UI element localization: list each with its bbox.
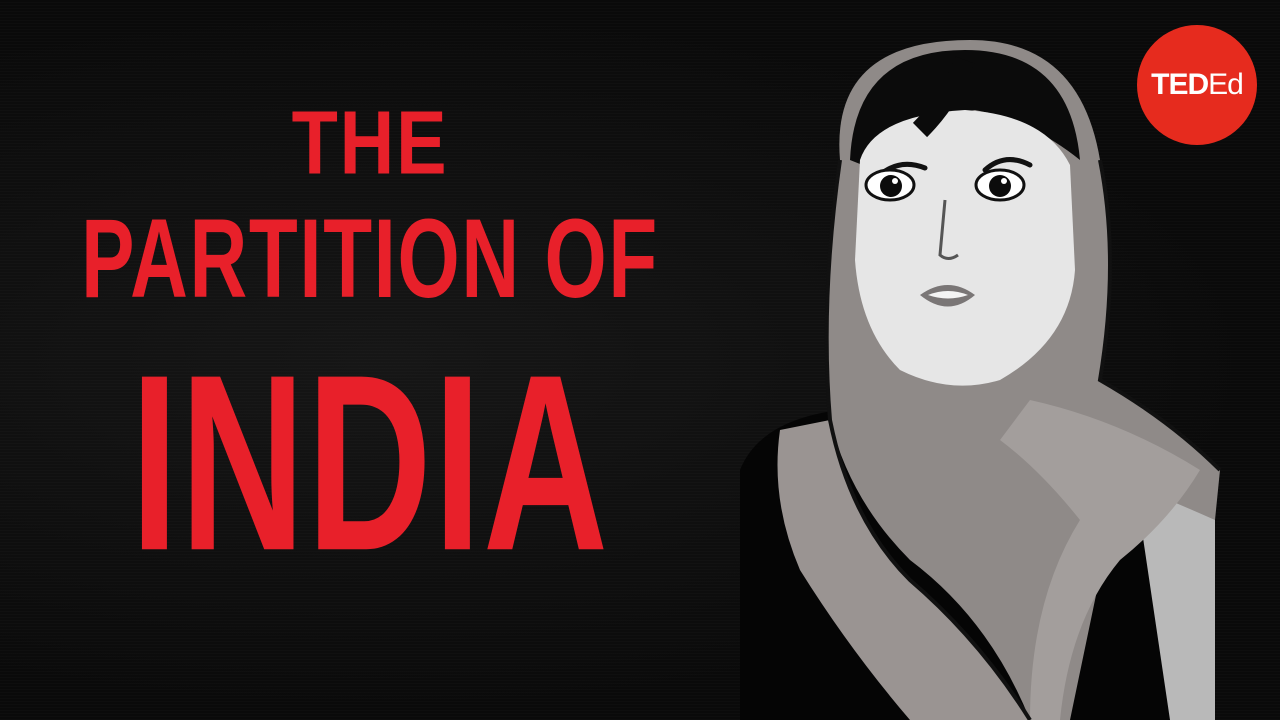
logo-ted-text: TED [1151, 68, 1209, 101]
ted-ed-logo [1137, 25, 1257, 145]
title-line-india: INDIA [130, 323, 610, 604]
title-line-partition-of: PARTITION OF [81, 196, 659, 322]
title-line-the: THE [291, 92, 449, 194]
logo-ed-text: Ed [1208, 68, 1243, 101]
